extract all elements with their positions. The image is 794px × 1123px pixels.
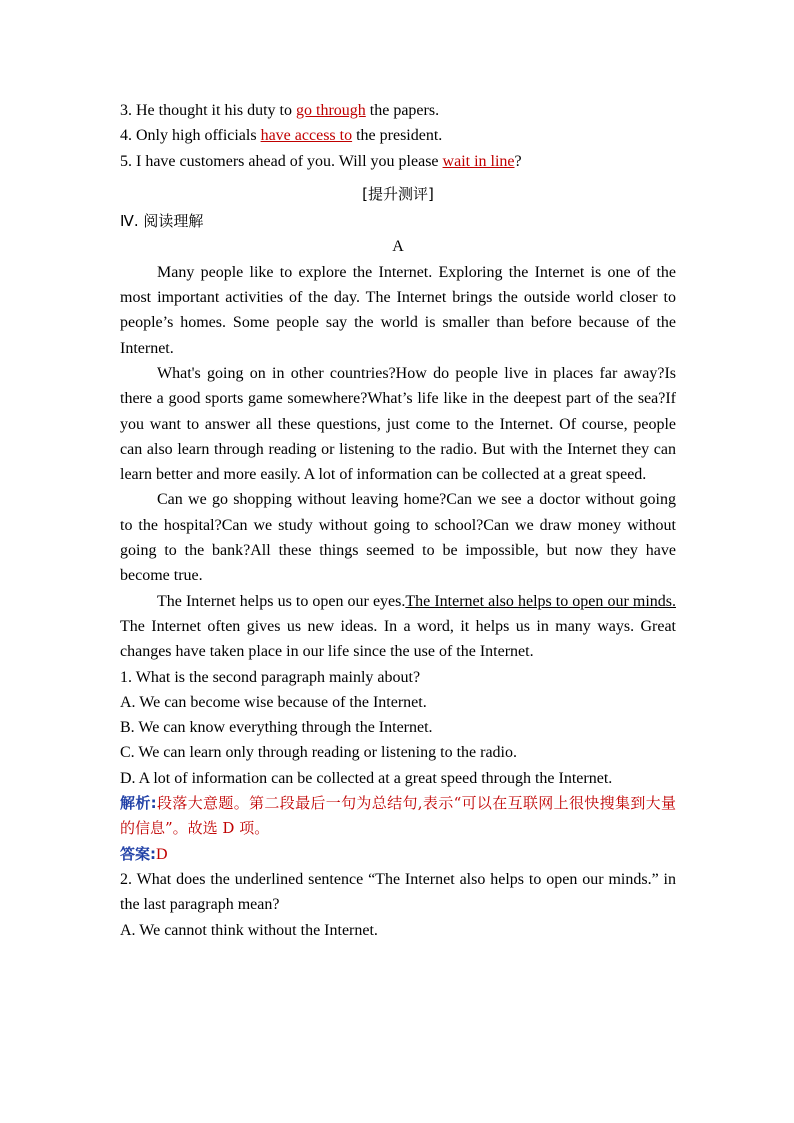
part-number: Ⅳ. — [120, 212, 139, 231]
item-5-before: 5. I have customers ahead of you. Will you please — [120, 152, 443, 170]
question-1-option-b: B. We can know everything through the Internet. — [120, 719, 433, 737]
analysis-label: 解析: — [120, 794, 157, 813]
question-1-option-a: A. We can become wise because of the Internet. — [120, 693, 427, 711]
exercise-item-3 — [120, 98, 676, 123]
question-1-analysis — [120, 791, 676, 842]
underlined-sentence: The Internet also helps to open our minds. — [405, 592, 676, 610]
section-title: [提升测评] — [362, 184, 434, 203]
passage-label: A — [392, 238, 404, 256]
paragraph-4-after: The Internet often gives us new ideas. In a word, it helps us in many ways. Great changes have taken place in our life since the use of the Internet. — [120, 617, 676, 661]
paragraph-4-before: The Internet helps us to open our eyes. — [157, 592, 406, 610]
question-2-stem: 2. What does the underlined sentence “The Internet also helps to open our minds.” in the last paragraph mean? — [120, 870, 676, 914]
item-4-answer: have access to — [260, 127, 353, 145]
part-heading — [120, 209, 676, 234]
question-1-option-d: D. A lot of information can be collected at a great speed through the Internet. — [120, 769, 613, 787]
answer-value: D — [156, 845, 168, 863]
exercise-item-5 — [120, 149, 676, 174]
part-title: 阅读理解 — [143, 212, 204, 231]
question-1-option-c: C. We can learn only through reading or listening to the radio. — [120, 744, 517, 762]
passage-paragraph-1: Many people like to explore the Internet. Exploring the Internet is one of the most important activities of the day. The Internet brings the outside world closer to people’s homes. Some people say the world is smaller than before because of the Internet. — [120, 263, 676, 357]
question-1-stem: 1. What is the second paragraph mainly about? — [120, 668, 421, 686]
item-3-answer: go through — [296, 102, 366, 119]
item-5-answer: wait in line — [442, 152, 515, 170]
passage-paragraph-3: Can we go shopping without leaving home?Can we see a doctor without going to the hospital?Can we study without going to school?Can we draw money without going to the bank?All these things seemed to be impossible, but now they have become true. — [120, 491, 676, 585]
question-2-option-a: A. We cannot think without the Internet. — [120, 921, 378, 939]
item-4-before: 4. Only high officials — [120, 127, 261, 145]
passage-paragraph-4 — [120, 589, 676, 665]
analysis-text: 段落大意题。第二段最后一句为总结句,表示“可以在互联网上很快搜集到大量的信息”。故选 D 项。 — [120, 794, 676, 838]
answer-label: 答案: — [120, 844, 156, 863]
document-page — [120, 98, 676, 943]
item-4-after: the president. — [352, 127, 443, 145]
question-1-answer — [120, 842, 676, 867]
item-3-before: 3. He thought it his duty to — [120, 102, 296, 119]
exercise-item-4 — [120, 123, 676, 148]
item-3-after: the papers. — [365, 102, 440, 119]
passage-paragraph-2: What's going on in other countries?How do people live in places far away?Is there a good sports game somewhere?What’s life like in the deepest part of the sea?If you want to answer all these questions, just come to the Internet. Of course, people can also learn through reading or listening to the radio. But with the Internet they can learn better and more easily. A lot of information can be collected at a great speed. — [120, 364, 676, 484]
item-5-after: ? — [514, 152, 522, 170]
